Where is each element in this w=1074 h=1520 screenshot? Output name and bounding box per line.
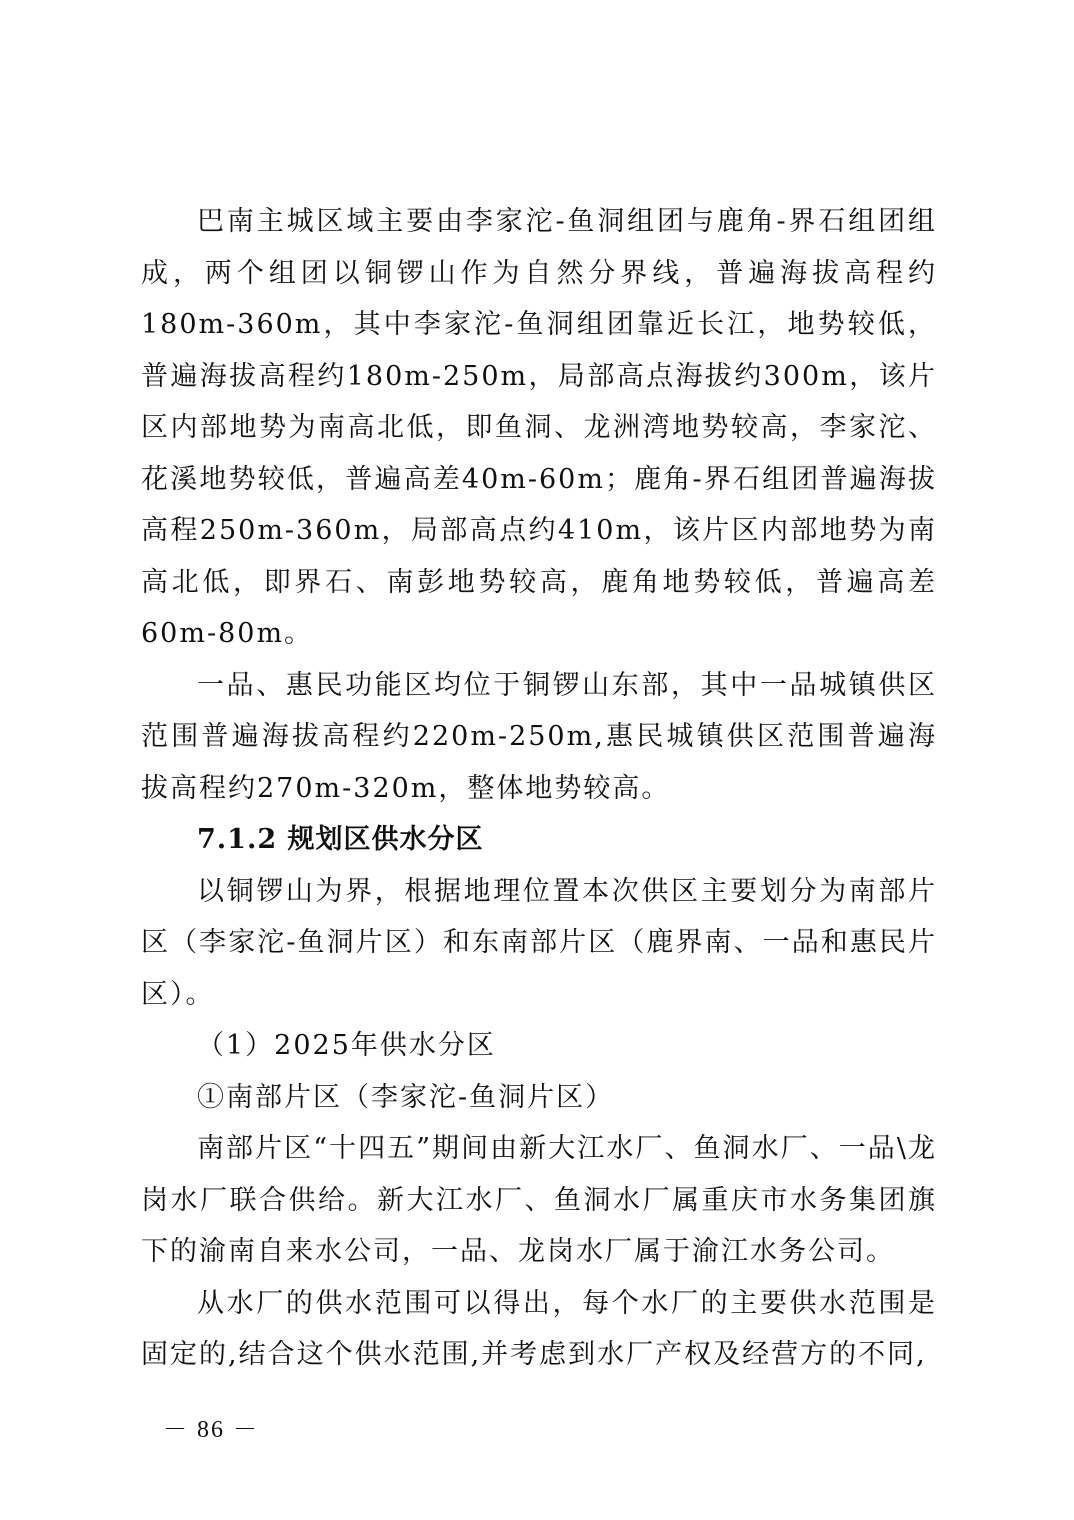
paragraph-terrain-yipin-huimin: 一品、惠民功能区均位于铜锣山东部，其中一品城镇供区范围普遍海拔高程约220m-250m,惠民城镇供区范围普遍海拔高程约270m-320m，整体地势较高。	[141, 669, 937, 804]
page-number: － 86 －	[163, 1417, 259, 1443]
subsection-item-south-zone: ①南部片区（李家沱-鱼洞片区）	[197, 1081, 615, 1113]
subsection-heading-2025: （1）2025年供水分区	[197, 1030, 496, 1061]
paragraph-water-plants: 南部片区“十四五”期间由新大江水厂、鱼洞水厂、一品\龙岗水厂联合供给。新大江水厂、鱼洞水厂属重庆市水务集团旗下的渝南自来水公司，一品、龙岗水厂属于渝江水务公司。	[141, 1133, 937, 1267]
paragraph-supply-range: 从水厂的供水范围可以得出，每个水厂的主要供水范围是固定的,结合这个供水范围,并考虑到水厂产权及经营方的不同,	[141, 1287, 937, 1370]
paragraph-zoning-overview: 以铜锣山为界，根据地理位置本次供区主要划分为南部片区（李家沱-鱼洞片区）和东南部片区（鹿界南、一品和惠民片区）。	[141, 875, 937, 1010]
paragraph-terrain-main: 巴南主城区域主要由李家沱-鱼洞组团与鹿角-界石组团组成，两个组团以铜锣山作为自然分界线，普遍海拔高程约180m-360m，其中李家沱-鱼洞组团靠近长江，地势较低，普遍海拔高程约180m-250m，局部高点海拔约300m，该片区内部地势为南高北低，即鱼洞、龙洲湾地势较高，李家沱、花溪地势较低，普遍高差40m-60m；鹿角-界石组团普遍海拔高程250m-360m，局部高点约410m，该片区内部地势为南高北低，即界石、南彭地势较高，鹿角地势较低，普遍高差60m-80m。	[141, 206, 937, 649]
document-body	[141, 196, 937, 1381]
section-heading: 7.1.2 规划区供水分区	[197, 824, 484, 855]
